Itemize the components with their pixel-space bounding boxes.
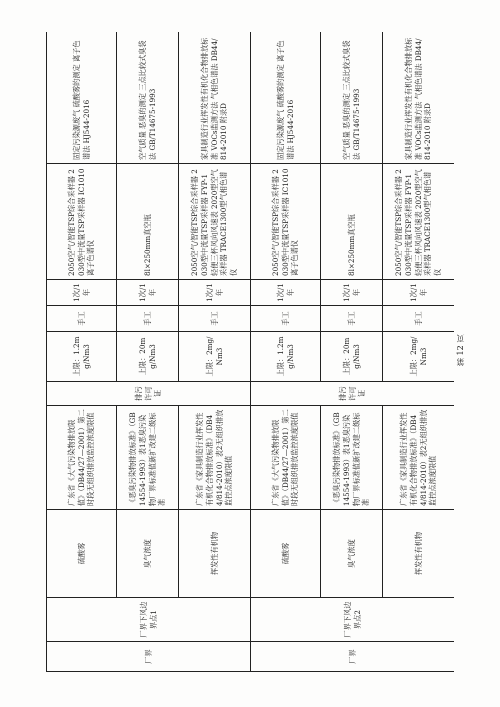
table-row — [321, 32, 383, 672]
table-row — [383, 32, 455, 672]
cell-method: 手工 — [179, 306, 251, 332]
cell-permit: 排污许可证 — [47, 382, 251, 406]
table-row — [117, 32, 179, 672]
cell-instrument: 8l×250mm真空瓶 — [117, 164, 179, 280]
cell-standard: 广东省《家具制造行业挥发性有机化合物排放标准》（DB44/814-2010）表2无组织排放监控点浓度限值 — [179, 406, 251, 510]
cell-analysis: 空气质量 恶臭的测定 三点比较式臭袋法 GB/T14675-1993 — [117, 32, 179, 164]
table-row — [179, 32, 251, 672]
cell-instrument: 2050空气/智能TSP综合采样器 2030型中流量TSP采样器 FYP-1轻便三杯风向风速表 2020型空气采样器 TRACE1300型气相色谱仪 — [179, 164, 251, 280]
cell-site: 厂界 — [47, 642, 251, 672]
cell-limit: 上限：20mg/Nm3 — [321, 332, 383, 382]
table-body — [47, 32, 455, 672]
cell-frequency: 1次/1年 — [383, 280, 455, 306]
cell-instrument: 2050空气/智能TSP综合采样器 2030型中流量TSP采样器 FYP-1轻便三杯风向风速表 2020型空气采样器 TRACE1300型气相色谱仪 — [383, 164, 455, 280]
monitoring-table — [46, 32, 454, 672]
cell-analysis: 家具制造行业挥发性有机化合物排放标准 VOCs监测方法 气相色谱法 DB44/814-2010 附录D — [383, 32, 455, 164]
cell-analysis: 固定污染源废气 硫酸雾的测定 离子色谱法 HJ544-2016 — [47, 32, 117, 164]
cell-method: 手工 — [117, 306, 179, 332]
cell-item: 臭气浓度 — [321, 510, 383, 598]
table-row — [251, 32, 321, 672]
cell-method: 手工 — [251, 306, 321, 332]
cell-frequency: 1次/1年 — [117, 280, 179, 306]
cell-frequency: 1次/1年 — [321, 280, 383, 306]
cell-item: 挥发性有机物 — [383, 510, 455, 598]
cell-site: 厂界 — [251, 642, 455, 672]
cell-limit: 上限：2mg/Nm3 — [383, 332, 455, 382]
cell-item: 硫酸雾 — [47, 510, 117, 598]
cell-permit: 排污许可证 — [251, 382, 455, 406]
cell-frequency: 1次/1年 — [47, 280, 117, 306]
cell-analysis: 家具制造行业挥发性有机化合物排放标准 VOCs监测方法 气相色谱法 DB44/814-2010 附录D — [179, 32, 251, 164]
cell-limit: 上限：20mg/Nm3 — [117, 332, 179, 382]
cell-item: 硫酸雾 — [251, 510, 321, 598]
cell-analysis: 固定污染源废气 硫酸雾的测定 离子色谱法 HJ544-2016 — [251, 32, 321, 164]
cell-frequency: 1次/1年 — [251, 280, 321, 306]
cell-instrument: 8l×250mm真空瓶 — [321, 164, 383, 280]
cell-standard: 《恶臭污染物排放标准》（GB14554-1993）表1恶臭污染物厂界标准值新扩改建二级标准 — [321, 406, 383, 510]
cell-standard: 广东省《大气污染物排放限值》（DB44/27—2001）第二时段无组织排放监控浓度限值 — [251, 406, 321, 510]
cell-limit: 上限：1.2mg/Nm3 — [47, 332, 117, 382]
cell-limit: 上限：2mg/Nm3 — [179, 332, 251, 382]
cell-limit: 上限：1.2mg/Nm3 — [251, 332, 321, 382]
cell-frequency: 1次/1年 — [179, 280, 251, 306]
cell-standard: 《恶臭污染物排放标准》（GB14554-1993）表1恶臭污染物厂界标准值新扩改建二级标准 — [117, 406, 179, 510]
cell-analysis: 空气质量 恶臭的测定 三点比较式臭袋法 GB/T14675-1993 — [321, 32, 383, 164]
table-wrapper — [46, 32, 454, 672]
rotated-table-frame — [46, 32, 454, 672]
table-row — [47, 32, 117, 672]
cell-instrument: 2050空气/智能TSP综合采样器 2030型中流量TSP采样器 IC1010离子色谱仪 — [251, 164, 321, 280]
cell-standard: 广东省《大气污染物排放限值》（DB44/27—2001）第二时段无组织排放监控浓度限值 — [47, 406, 117, 510]
cell-location: 厂界下风边界点1 — [47, 598, 251, 642]
cell-location: 厂界下风边界点2 — [251, 598, 455, 642]
cell-instrument: 2050空气/智能TSP综合采样器 2030型中流量TSP采样器 IC1010离子色谱仪 — [47, 164, 117, 280]
cell-method: 手工 — [47, 306, 117, 332]
cell-method: 手工 — [383, 306, 455, 332]
cell-standard: 广东省《家具制造行业挥发性有机化合物排放标准》（DB44/814-2010）表2无组织排放监控点浓度限值 — [383, 406, 455, 510]
cell-method: 手工 — [321, 306, 383, 332]
cell-item: 挥发性有机物 — [179, 510, 251, 598]
page-number: 第 12 页 — [456, 334, 465, 366]
cell-item: 臭气浓度 — [117, 510, 179, 598]
